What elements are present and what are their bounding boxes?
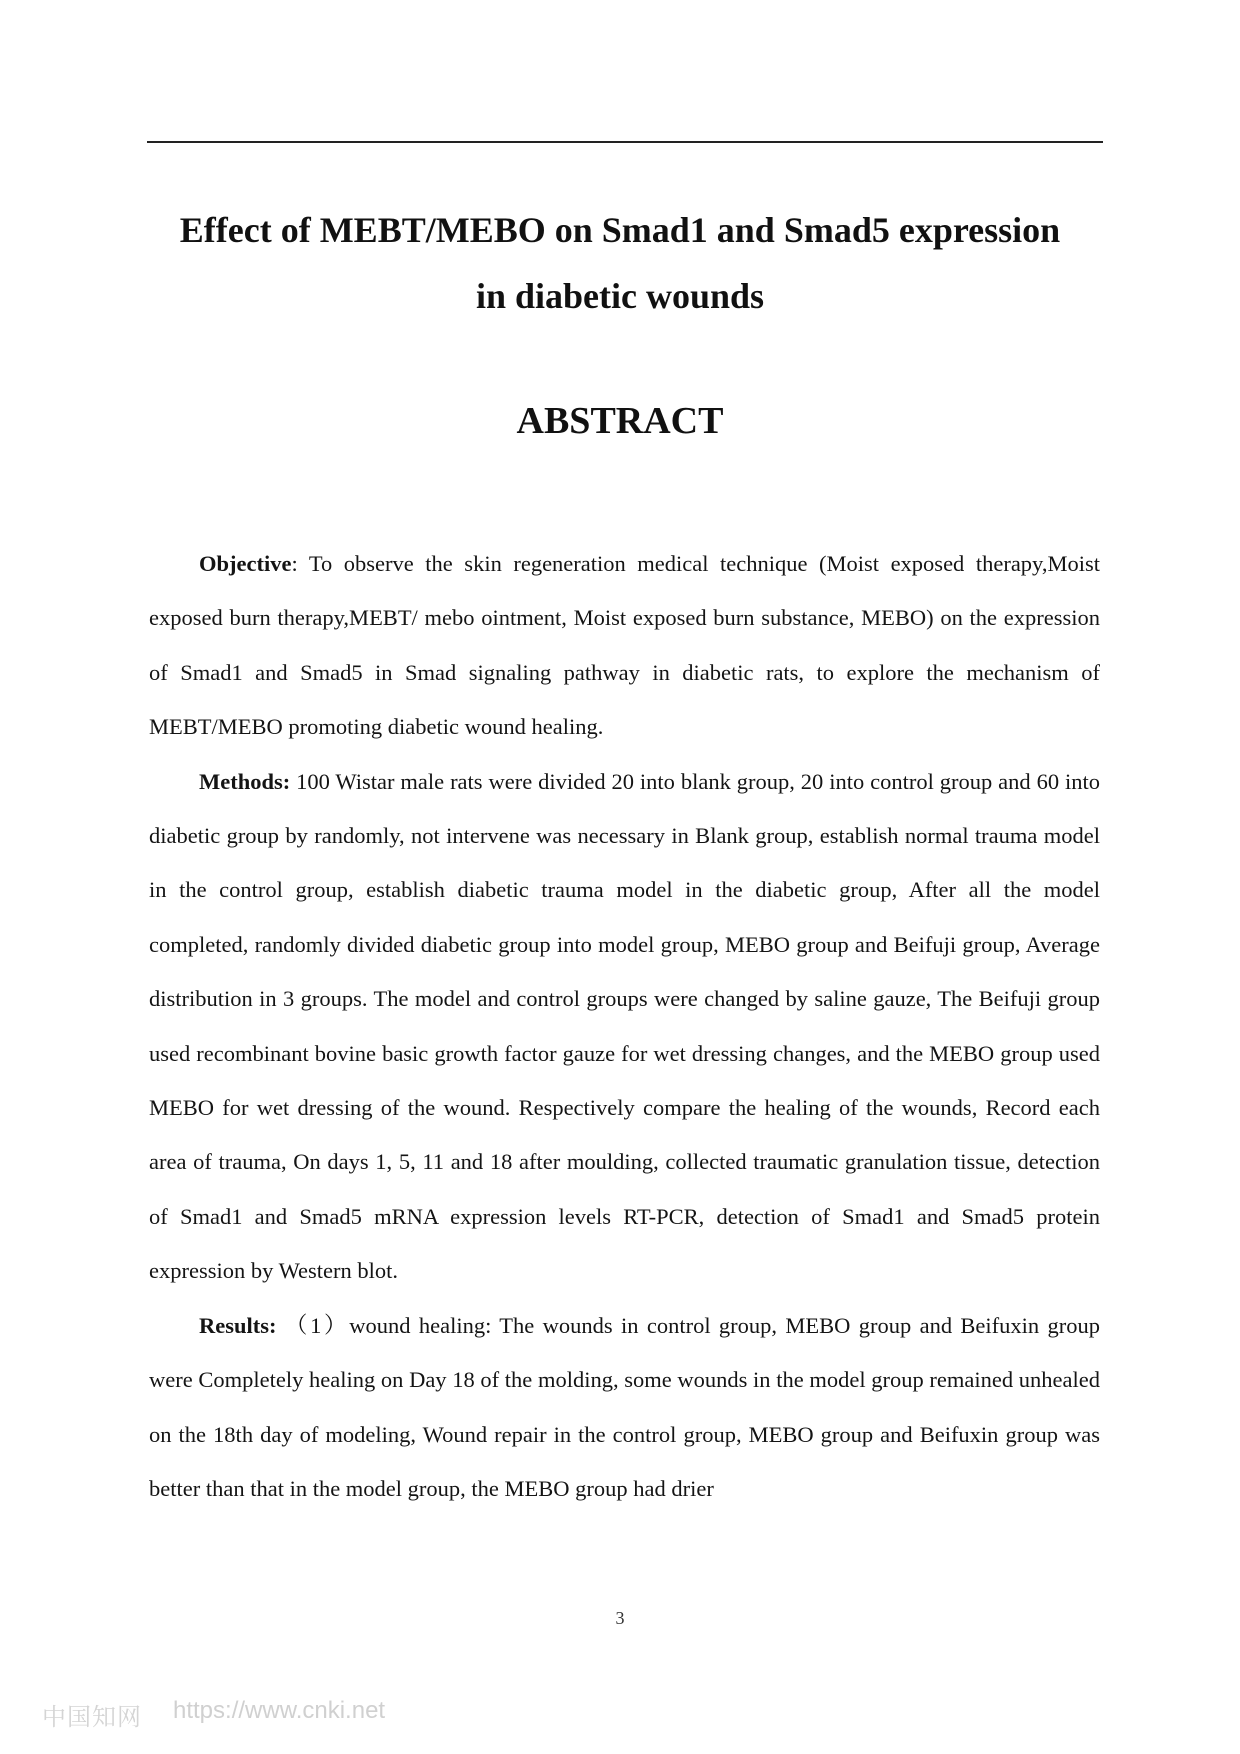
objective-label: Objective [199, 551, 292, 576]
results-text: （1）wound healing: The wounds in control group, MEBO group and Beifuxin group were Completely healing on Day 18 of the molding, some wounds in the model group remained unhealed on the 18th day of modeling, Wound repair in the control group, MEBO group and Beifuxin group was better than that in the model group, the MEBO group had drier [149, 1312, 1101, 1501]
methods-text: 100 Wistar male rats were divided 20 into blank group, 20 into control group and 60 into diabetic group by randomly, not intervene was necessary in Blank group, establish normal trauma model in the control group, establish diabetic trauma model in the diabetic group, After all the model completed, randomly divided diabetic group into model group, MEBO group and Beifuji group, Average distribution in 3 groups. The model and control groups were changed by saline gauze, The Beifuji group used recombinant bovine basic growth factor gauze for wet dressing changes, and the MEBO group used MEBO for wet dressing of the wound. Respectively compare the healing of the wounds, Record each area of trauma, On days 1, 5, 11 and 18 after moulding, collected traumatic granulation tissue, detection of Smad1 and Smad5 mRNA expression levels RT-PCR, detection of Smad1 and Smad5 protein expression by Western blot. [149, 768, 1100, 1284]
watermark-brand: 中国知网 [42, 1703, 142, 1731]
abstract-heading: ABSTRACT [516, 400, 724, 442]
page-title [120, 197, 1120, 329]
results-label: Results: [199, 1312, 277, 1338]
methods-label: Methods: [199, 768, 291, 794]
results-paragraph [149, 1299, 1100, 1517]
objective-paragraph [149, 537, 1100, 755]
title-line-2: in diabetic wounds [475, 276, 765, 316]
page-number: 3 [615, 1608, 625, 1628]
title-line-1: Effect of MEBT/MEBO on Smad1 and Smad5 expression [179, 210, 1061, 250]
results-separator [277, 1313, 285, 1338]
watermark-url: https://www.cnki.net [173, 1697, 386, 1724]
methods-paragraph [149, 755, 1100, 1299]
objective-separator: : [291, 551, 309, 576]
abstract-body [149, 537, 1100, 1516]
objective-text: To observe the skin regeneration medical technique (Moist exposed therapy,Moist exposed burn therapy,MEBT/ mebo ointment, Moist exposed burn substance, MEBO) on the expression of Smad1 and Smad5 in Smad signaling pathway in diabetic rats, to explore the mechanism of MEBT/MEBO promoting diabetic wound healing. [149, 551, 1100, 740]
header-rule [147, 141, 1103, 143]
